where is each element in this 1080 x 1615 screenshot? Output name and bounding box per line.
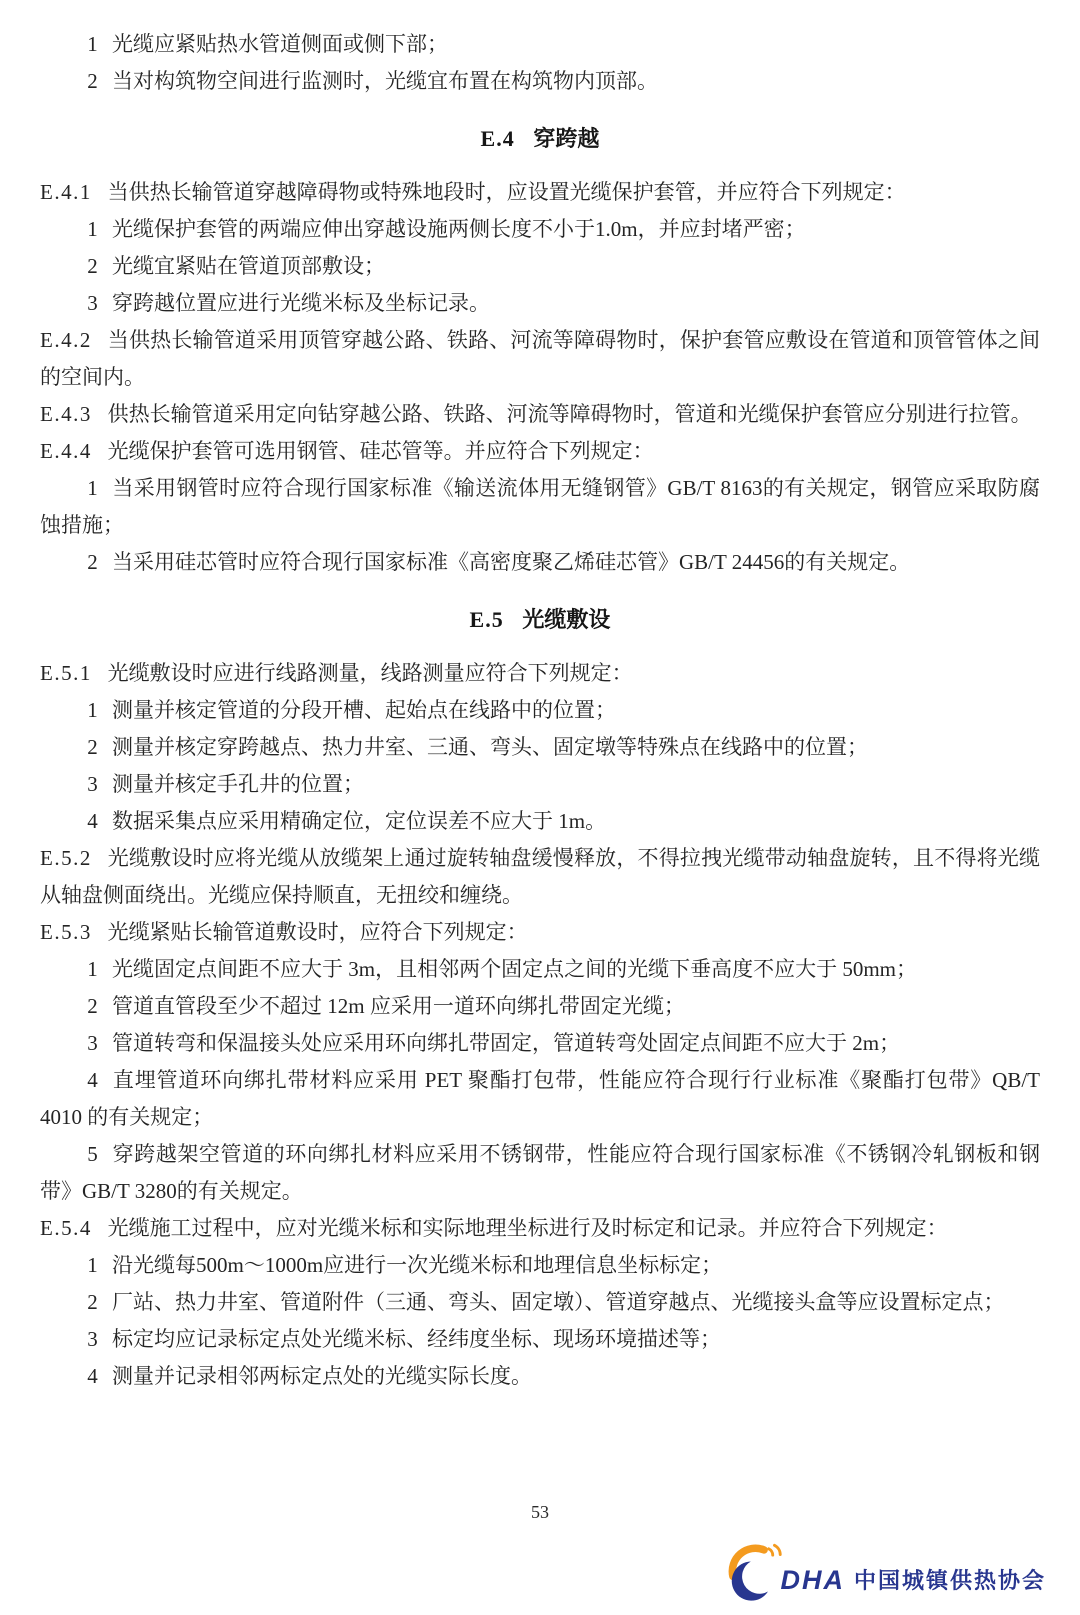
cdha-logo-abbr: DHA <box>780 1564 845 1595</box>
list-item <box>40 1062 1040 1136</box>
list-item-number: 1 <box>87 957 98 981</box>
list-item-number: 4 <box>87 1364 98 1388</box>
list-item <box>40 63 1040 100</box>
heading-label: E.4 <box>480 126 515 151</box>
list-item <box>40 692 1040 729</box>
clause-text: 光缆紧贴长输管道敷设时，应符合下列规定： <box>107 920 528 944</box>
clause-number: E.4.3 <box>40 402 92 426</box>
clause-paragraph <box>40 1210 1040 1247</box>
list-item-number: 2 <box>87 1290 98 1314</box>
list-item <box>40 1358 1040 1395</box>
list-item <box>40 26 1040 63</box>
clause-paragraph <box>40 433 1040 470</box>
list-item-text: 光缆固定点间距不应大于 3m，且相邻两个固定点之间的光缆下垂高度不应大于 50mm； <box>112 957 918 981</box>
list-item-number: 2 <box>87 550 98 574</box>
list-item-text: 管道直管段至少不超过 12m 应采用一道环向绑扎带固定光缆； <box>112 994 685 1018</box>
list-item <box>40 248 1040 285</box>
list-item <box>40 285 1040 322</box>
list-item <box>40 766 1040 803</box>
clause-number: E.5.4 <box>40 1216 92 1240</box>
list-item <box>40 211 1040 248</box>
list-item <box>40 1284 1040 1321</box>
section-heading <box>40 120 1040 157</box>
list-item-text: 测量并核定手孔井的位置； <box>112 772 365 796</box>
clause-paragraph <box>40 914 1040 951</box>
list-item-number: 1 <box>87 698 98 722</box>
cdha-logo-org-name: 中国城镇供热协会 <box>853 1567 1046 1593</box>
clause-number: E.5.2 <box>40 846 92 870</box>
list-item-text: 光缆保护套管的两端应伸出穿越设施两侧长度不小于1.0m，并应封堵严密； <box>112 217 806 241</box>
heading-title: 光缆敷设 <box>522 607 611 632</box>
list-item-text: 数据采集点应采用精确定位，定位误差不应大于 1m。 <box>112 809 607 833</box>
list-item-number: 5 <box>87 1142 98 1166</box>
list-item <box>40 988 1040 1025</box>
clause-text: 当供热长输管道采用顶管穿越公路、铁路、河流等障碍物时，保护套管应敷设在管道和顶管管体之间的空间内。 <box>40 328 1040 389</box>
list-item-text: 当采用钢管时应符合现行国家标准《输送流体用无缝钢管》GB/T 8163的有关规定，钢管应采取防腐蚀措施； <box>40 476 1040 537</box>
list-item-text: 沿光缆每500m～1000m应进行一次光缆米标和地理信息坐标标定； <box>112 1253 723 1277</box>
clause-text: 光缆施工过程中，应对光缆米标和实际地理坐标进行及时标定和记录。并应符合下列规定： <box>107 1216 948 1240</box>
list-item-text: 测量并核定穿跨越点、热力井室、三通、弯头、固定墩等特殊点在线路中的位置； <box>112 735 869 759</box>
clause-paragraph <box>40 322 1040 396</box>
list-item-number: 3 <box>87 772 98 796</box>
list-item-number: 1 <box>87 476 98 500</box>
list-item-number: 2 <box>87 994 98 1018</box>
clause-text: 光缆敷设时应将光缆从放缆架上通过旋转轴盘缓慢释放，不得拉拽光缆带动轴盘旋转，且不得将光缆从轴盘侧面绕出。光缆应保持顺直，无扭绞和缠绕。 <box>40 846 1040 907</box>
list-item-number: 1 <box>87 217 98 241</box>
clause-text: 光缆敷设时应进行线路测量，线路测量应符合下列规定： <box>107 661 633 685</box>
list-item-text: 当采用硅芯管时应符合现行国家标准《高密度聚乙烯硅芯管》GB/T 24456的有关规定。 <box>112 550 911 574</box>
clause-text: 当供热长输管道穿越障碍物或特殊地段时，应设置光缆保护套管，并应符合下列规定： <box>107 180 906 204</box>
list-item <box>40 1025 1040 1062</box>
list-item <box>40 951 1040 988</box>
list-item <box>40 803 1040 840</box>
list-item-text: 管道转弯和保温接头处应采用环向绑扎带固定，管道转弯处固定点间距不应大于 2m； <box>112 1031 901 1055</box>
list-item-text: 标定均应记录标定点处光缆米标、经纬度坐标、现场环境描述等； <box>112 1327 722 1351</box>
list-item-number: 3 <box>87 291 98 315</box>
cdha-logo <box>727 1543 1046 1603</box>
list-item-number: 2 <box>87 254 98 278</box>
clause-number: E.5.3 <box>40 920 92 944</box>
list-item <box>40 1247 1040 1284</box>
clause-paragraph <box>40 174 1040 211</box>
list-item <box>40 470 1040 544</box>
heading-title: 穿跨越 <box>533 126 600 151</box>
list-item-number: 4 <box>87 1068 98 1092</box>
clause-number: E.4.2 <box>40 328 92 352</box>
section-heading <box>40 601 1040 638</box>
page-number: 53 <box>531 1502 549 1522</box>
list-item <box>40 1136 1040 1210</box>
list-item-text: 穿跨越位置应进行光缆米标及坐标记录。 <box>112 291 491 315</box>
clause-paragraph <box>40 655 1040 692</box>
clause-number: E.5.1 <box>40 661 92 685</box>
list-item-text: 光缆应紧贴热水管道侧面或侧下部； <box>112 32 449 56</box>
cdha-logo-mark <box>727 1543 785 1603</box>
list-item-text: 直埋管道环向绑扎带材料应采用 PET 聚酯打包带，性能应符合现行行业标准《聚酯打包带》QB/T 4010 的有关规定； <box>40 1068 1040 1129</box>
list-item-number: 4 <box>87 809 98 833</box>
list-item-number: 2 <box>87 735 98 759</box>
list-item-text: 光缆宜紧贴在管道顶部敷设； <box>112 254 386 278</box>
list-item-text: 测量并记录相邻两标定点处的光缆实际长度。 <box>112 1364 533 1388</box>
list-item-number: 2 <box>87 69 98 93</box>
heading-label: E.5 <box>469 607 504 632</box>
list-item <box>40 1321 1040 1358</box>
clause-text: 光缆保护套管可选用钢管、硅芯管等。并应符合下列规定： <box>107 439 654 463</box>
list-item-number: 3 <box>87 1327 98 1351</box>
list-item-text: 穿跨越架空管道的环向绑扎材料应采用不锈钢带，性能应符合现行国家标准《不锈钢冷轧钢板和钢带》GB/T 3280的有关规定。 <box>40 1142 1040 1203</box>
clause-text: 供热长输管道采用定向钻穿越公路、铁路、河流等障碍物时，管道和光缆保护套管应分别进行拉管。 <box>107 402 1032 426</box>
list-item-text: 测量并核定管道的分段开槽、起始点在线路中的位置； <box>112 698 617 722</box>
list-item <box>40 729 1040 766</box>
list-item-number: 1 <box>87 1253 98 1277</box>
list-item-number: 1 <box>87 32 98 56</box>
clause-number: E.4.1 <box>40 180 92 204</box>
clause-number: E.4.4 <box>40 439 92 463</box>
clause-paragraph <box>40 396 1040 433</box>
clause-paragraph <box>40 840 1040 914</box>
list-item <box>40 544 1040 581</box>
list-item-text: 当对构筑物空间进行监测时，光缆宜布置在构筑物内顶部。 <box>112 69 659 93</box>
list-item-number: 3 <box>87 1031 98 1055</box>
list-item-text: 厂站、热力井室、管道附件（三通、弯头、固定墩）、管道穿越点、光缆接头盒等应设置标定点； <box>112 1290 1005 1314</box>
